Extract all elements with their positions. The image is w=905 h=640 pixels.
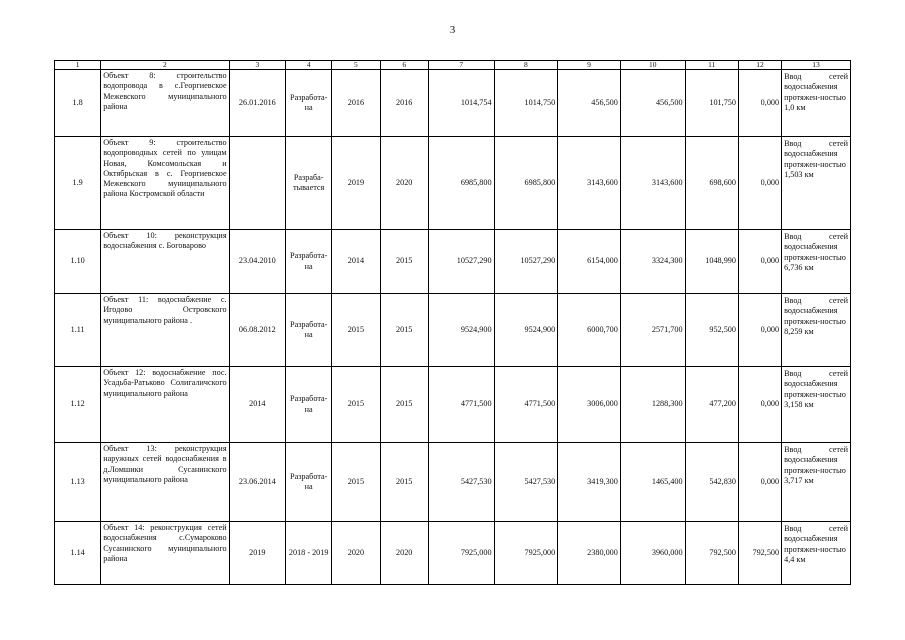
year-start-cell: 2020 [332, 522, 380, 585]
date-cell [229, 137, 285, 230]
row-number-cell: 1.13 [55, 443, 101, 522]
local-amount-cell: 698,600 [685, 137, 738, 230]
year-start-cell: 2015 [332, 294, 380, 367]
result-cell: Ввод сетей водоснабжения протяжен-ностью 3,717 км [782, 443, 851, 522]
year-start-cell: 2019 [332, 137, 380, 230]
federal-amount-cell: 6154,000 [558, 230, 621, 294]
header-cell: 2 [101, 61, 229, 70]
regional-amount-cell: 3960,000 [620, 522, 685, 585]
header-cell: 10 [620, 61, 685, 70]
amount-cell: 4771,500 [494, 367, 558, 443]
object-description-cell: Объект 11: водоснабжение с. Игодово Островского муниципального района . [101, 294, 229, 367]
header-cell: 6 [380, 61, 428, 70]
amount-cell: 9524,900 [494, 294, 558, 367]
other-amount-cell: 0,000 [738, 294, 781, 367]
year-start-cell: 2015 [332, 443, 380, 522]
date-cell: 2014 [229, 367, 285, 443]
object-description-cell: Объект 8: строительство водопровода в с.Георгиевское Межевского муниципального района [101, 70, 229, 137]
year-end-cell: 2015 [380, 294, 428, 367]
result-cell: Ввод сетей водоснабжения протяжен-ностью 1,503 км [782, 137, 851, 230]
local-amount-cell: 101,750 [685, 70, 738, 137]
amount-total-cell: 1014,754 [428, 70, 494, 137]
year-end-cell: 2015 [380, 443, 428, 522]
date-cell: 06.08.2012 [229, 294, 285, 367]
table-row [55, 137, 851, 230]
header-cell: 13 [782, 61, 851, 70]
amount-cell: 1014,750 [494, 70, 558, 137]
regional-amount-cell: 1288,300 [620, 367, 685, 443]
header-cell: 4 [286, 61, 332, 70]
other-amount-cell: 0,000 [738, 443, 781, 522]
row-number-cell: 1.9 [55, 137, 101, 230]
regional-amount-cell: 3324,300 [620, 230, 685, 294]
regional-amount-cell: 3143,600 [620, 137, 685, 230]
year-start-cell: 2015 [332, 367, 380, 443]
year-end-cell: 2020 [380, 522, 428, 585]
year-end-cell: 2016 [380, 70, 428, 137]
table-body [55, 70, 851, 585]
header-row [55, 61, 851, 70]
other-amount-cell: 0,000 [738, 137, 781, 230]
table-row [55, 70, 851, 137]
result-cell: Ввод сетей водоснабжения протяжен-ностью 1,0 км [782, 70, 851, 137]
object-description-cell: Объект 12: водоснабжение пос. Усадьба-Ратьково Солигаличского муниципального района [101, 367, 229, 443]
amount-total-cell: 10527,290 [428, 230, 494, 294]
local-amount-cell: 792,500 [685, 522, 738, 585]
header-cell: 9 [558, 61, 621, 70]
regional-amount-cell: 456,500 [620, 70, 685, 137]
date-cell: 23.04.2010 [229, 230, 285, 294]
header-cell: 5 [332, 61, 380, 70]
amount-cell: 10527,290 [494, 230, 558, 294]
federal-amount-cell: 3143,600 [558, 137, 621, 230]
header-cell: 1 [55, 61, 101, 70]
page-number: 3 [449, 24, 456, 36]
status-cell: 2018 - 2019 [286, 522, 332, 585]
header-cell: 11 [685, 61, 738, 70]
data-table [54, 60, 851, 585]
federal-amount-cell: 2380,000 [558, 522, 621, 585]
amount-cell: 7925,000 [494, 522, 558, 585]
result-cell: Ввод сетей водоснабжения протяжен-ностью 4,4 км [782, 522, 851, 585]
federal-amount-cell: 3419,300 [558, 443, 621, 522]
date-cell: 23.06.2014 [229, 443, 285, 522]
header-cell: 8 [494, 61, 558, 70]
local-amount-cell: 542,830 [685, 443, 738, 522]
year-start-cell: 2016 [332, 70, 380, 137]
amount-cell: 6985,800 [494, 137, 558, 230]
year-end-cell: 2020 [380, 137, 428, 230]
header-cell: 12 [738, 61, 781, 70]
status-cell: Разработа-на [286, 70, 332, 137]
status-cell: Разраба-тывается [286, 137, 332, 230]
row-number-cell: 1.14 [55, 522, 101, 585]
other-amount-cell: 792,500 [738, 522, 781, 585]
year-end-cell: 2015 [380, 367, 428, 443]
object-description-cell: Объект 13: реконструкция наружных сетей водоснабжения в д.Ломшики Сусанинского муниципального района [101, 443, 229, 522]
amount-total-cell: 7925,000 [428, 522, 494, 585]
object-description-cell: Объект 9: строительство водопроводных сетей по улицам Новая, Комсомольская и Октябрьская в с. Георгиевское Межевского муниципального района Костромской области [101, 137, 229, 230]
amount-cell: 5427,530 [494, 443, 558, 522]
table-row [55, 522, 851, 585]
other-amount-cell: 0,000 [738, 367, 781, 443]
row-number-cell: 1.10 [55, 230, 101, 294]
table-row [55, 443, 851, 522]
date-cell: 2019 [229, 522, 285, 585]
row-number-cell: 1.12 [55, 367, 101, 443]
status-cell: Разработа-на [286, 294, 332, 367]
federal-amount-cell: 3006,000 [558, 367, 621, 443]
local-amount-cell: 1048,990 [685, 230, 738, 294]
result-cell: Ввод сетей водоснабжения протяжен-ностью 8,259 км [782, 294, 851, 367]
other-amount-cell: 0,000 [738, 230, 781, 294]
year-start-cell: 2014 [332, 230, 380, 294]
year-end-cell: 2015 [380, 230, 428, 294]
result-cell: Ввод сетей водоснабжения протяжен-ностью 6,736 км [782, 230, 851, 294]
local-amount-cell: 952,500 [685, 294, 738, 367]
header-cell: 3 [229, 61, 285, 70]
other-amount-cell: 0,000 [738, 70, 781, 137]
result-cell: Ввод сетей водоснабжения протяжен-ностью 3,158 км [782, 367, 851, 443]
header-cell: 7 [428, 61, 494, 70]
table-row [55, 367, 851, 443]
amount-total-cell: 4771,500 [428, 367, 494, 443]
object-description-cell: Объект 14: реконструкция сетей водоснабжения с.Сумароково Сусанинского муниципального района [101, 522, 229, 585]
table-row [55, 294, 851, 367]
federal-amount-cell: 456,500 [558, 70, 621, 137]
status-cell: Разработа-на [286, 230, 332, 294]
amount-total-cell: 6985,800 [428, 137, 494, 230]
row-number-cell: 1.8 [55, 70, 101, 137]
federal-amount-cell: 6000,700 [558, 294, 621, 367]
regional-amount-cell: 2571,700 [620, 294, 685, 367]
amount-total-cell: 9524,900 [428, 294, 494, 367]
table-row [55, 230, 851, 294]
object-description-cell: Объект 10: реконструкция водоснабжения с. Боговарово [101, 230, 229, 294]
status-cell: Разработа-на [286, 367, 332, 443]
local-amount-cell: 477,200 [685, 367, 738, 443]
status-cell: Разработа-на [286, 443, 332, 522]
row-number-cell: 1.11 [55, 294, 101, 367]
amount-total-cell: 5427,530 [428, 443, 494, 522]
date-cell: 26.01.2016 [229, 70, 285, 137]
regional-amount-cell: 1465,400 [620, 443, 685, 522]
